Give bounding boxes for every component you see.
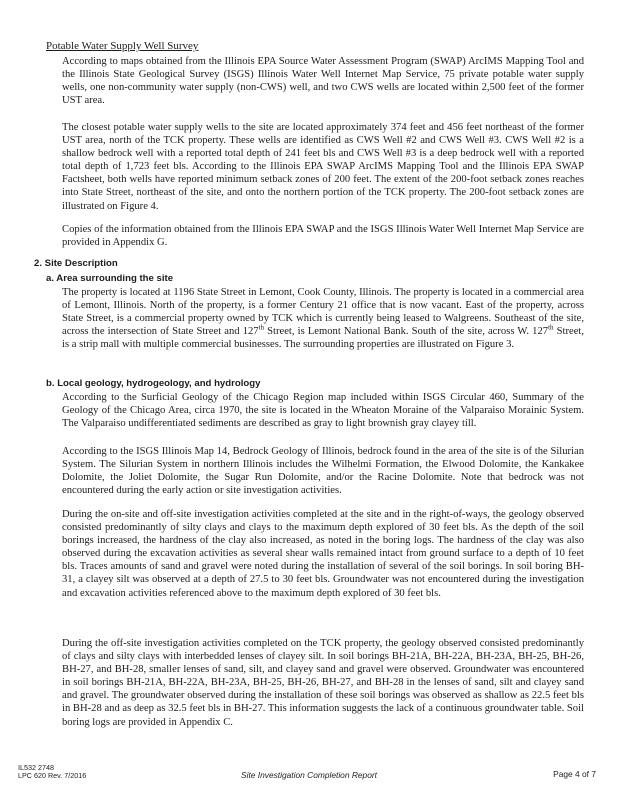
footer-document-title: Site Investigation Completion Report: [241, 770, 377, 780]
site-description-heading: 2. Site Description: [34, 258, 118, 269]
geology-paragraph-1: According to the Surficial Geology of the Chicago Region map included within ISGS Circular 460, Summary of the Geology of the Chicago Area, circa 1970, the site is located in the Wheaton Moraine of the Valparaiso Morainic System. The Valparaiso undifferentiated sediments are described as gray to light brownish gray clayey till.: [62, 392, 584, 430]
form-revision: LPC 620 Rev. 7/2016: [18, 771, 87, 780]
form-id: IL532 2748: [18, 763, 54, 772]
geology-paragraph-2: According to the ISGS Illinois Map 14, Bedrock Geology of Illinois, bedrock found in the area of the site is of the Silurian System. The Silurian System in northern Illinois includes the Wilhelmi Formation, the Elwood Dolomite, the Kankakee Dolomite, the Joliet Dolomite, the Sugar Run Dolomite, and/or the Racine Dolomite. Note that bedrock was not encountered during the early action or site investigation activities.: [62, 446, 584, 497]
geology-paragraph-3: During the on-site and off-site investigation activities completed at the site and in the right-of-ways, the geology observed consisted predominantly of silty clays and clays to the maximum depth explored of 30 feet bls. As the depth of the soil borings increased, the hardness of the clay also increased, as noted in the boring logs. The hardness of the clay was also observed during the excavation activities as several shear walls remained intact from ground surface to a depth of 10 feet bls. Traces amounts of sand and gravel were noted during the installation of several of the soil borings. In soil boring BH-31, a clayey silt was observed at a depth of 27.5 to 30 feet bls. Groundwater was not encountered during the investigation and excavation activities referenced above to the maximum depth explored of 30 feet bls.: [62, 509, 584, 599]
geology-heading: b. Local geology, hydrogeology, and hydrology: [46, 378, 261, 389]
page-number: Page 4 of 7: [553, 769, 596, 779]
intro-paragraph-1: According to maps obtained from the Illinois EPA Source Water Assessment Program (SWAP) ArcIMS Mapping Tool and the Illinois State Geological Survey (ISGS) Illinois Water Well Internet Map Service, 75 private potable water supply wells, one non-community water supply (non-CWS) well, and two CWS wells are located within 2,500 feet of the former UST area.: [62, 56, 584, 107]
geology-paragraph-4: During the off-site investigation activities completed on the TCK property, the geology observed consisted predominantly of clays and silty clays with interbedded lenses of clayey silt. In soil borings BH-21A, BH-22A, BH-23A, BH-25, BH-26, BH-27, and BH-28, smaller lenses of sand, silt, and clayey sand and gravel were observed. Groundwater was encountered in soil borings BH-21A, BH-22A, BH-23A, BH-25, BH-26, BH-27, and BH-28 in the lenses of sand, silt and clayey sand and gravel. The groundwater observed during the installation of these soil borings was observed as shallow as 22.5 feet bls in BH-28 and as deep as 32.5 feet bls in BH-27. This information suggests the lack of a continuous groundwater table. Soil boring logs are provided in Appendix C.: [62, 638, 584, 728]
area-paragraph: The property is located at 1196 State Street in Lemont, Cook County, Illinois. The property is located in a commercial area of Lemont, Illinois. North of the property, is a former Century 21 office that is now vacant. East of the property, across State Street, is a commercial property owned by TCK which is currently being leased to Walgreens. Southeast of the site, across the intersection of State Street and 127th Street, is Lemont National Bank. South of the site, across W. 127th Street, is a strip mall with multiple commercial businesses. The surrounding properties are illustrated on Figure 3.: [62, 287, 584, 351]
intro-paragraph-2: The closest potable water supply wells to the site are located approximately 374 feet and 456 feet northeast of the former UST area, north of the TCK property. These wells are identified as CWS Well #2 and CWS Well #3. CWS Well #2 is a shallow bedrock well with a reported total depth of 241 feet bls and CWS Well #3 is a deep bedrock well with a reported total depth of 1,723 feet bls. According to the Illinois EPA SWAP ArcIMS Mapping Tool and the Illinois EPA SWAP Factsheet, both wells have reported minimum setback zones of 200 feet. The extent of the 200-foot setback zones reaches into State Street, northeast of the site, and onto the northern portion of the TCK property. The 200-foot setback zones are illustrated on Figure 4.: [62, 122, 584, 212]
section-title: Potable Water Supply Well Survey: [46, 40, 199, 52]
form-identifier: [18, 764, 86, 780]
intro-paragraph-3: Copies of the information obtained from the Illinois EPA SWAP and the ISGS Illinois Water Well Internet Map Service are provided in Appendix G.: [62, 224, 584, 249]
area-surrounding-heading: a. Area surrounding the site: [46, 273, 174, 284]
